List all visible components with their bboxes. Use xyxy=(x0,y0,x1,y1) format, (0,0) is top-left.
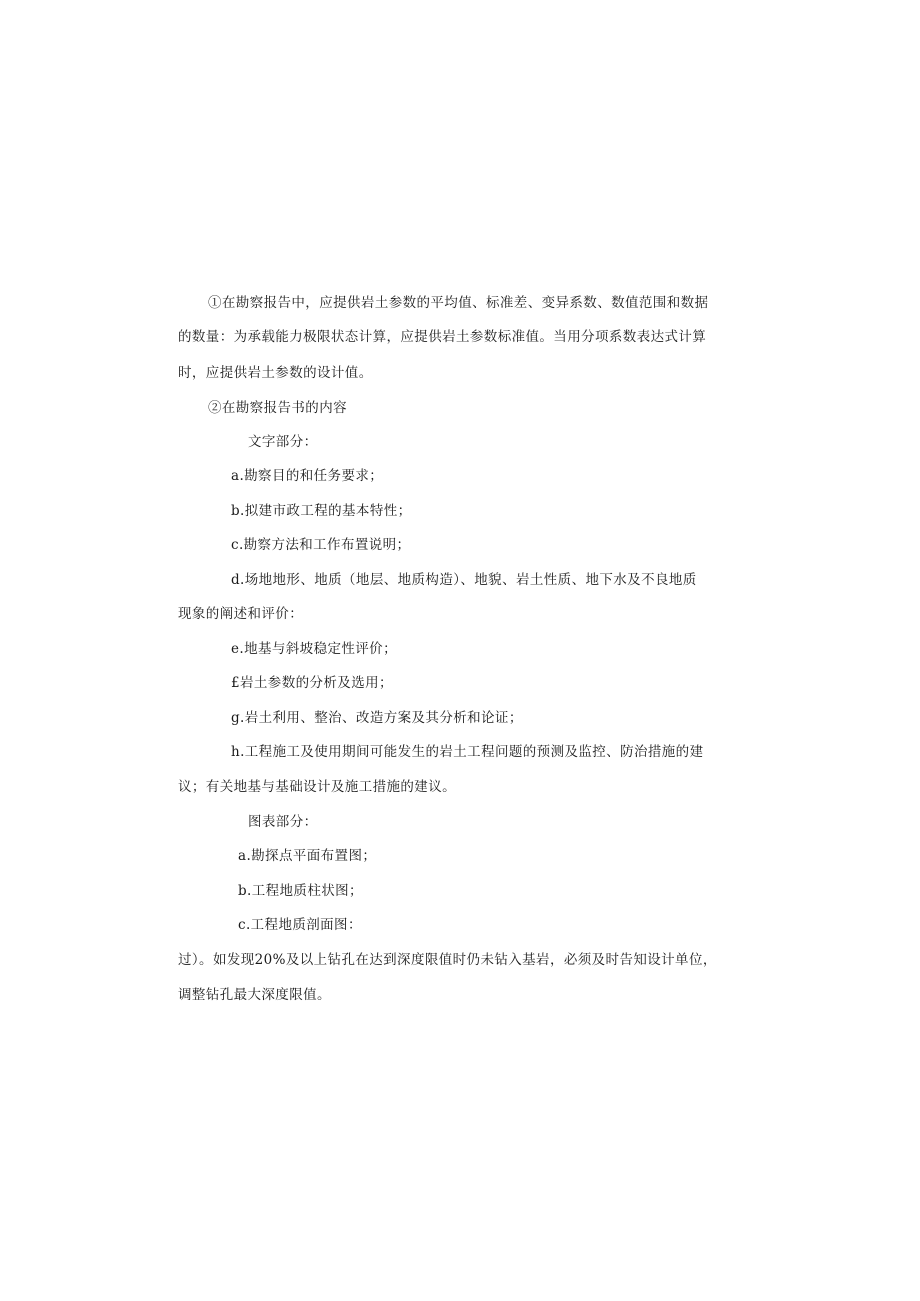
para1-line2: 的数量：为承载能力极限状态计算，应提供岩土参数标准值。当用分项系数表达式计算 xyxy=(178,329,707,345)
text-item-c: c.勘察方法和工作布置说明； xyxy=(231,537,411,553)
text-section-heading: 文字部分： xyxy=(248,434,318,450)
para1-line3: 时，应提供岩土参数的设计值。 xyxy=(178,365,373,381)
closing-line2: 调整钻孔最大深度限值。 xyxy=(178,987,331,1003)
text-item-b: b.拟建市政工程的基本特性； xyxy=(231,503,412,519)
text-item-h-line1: h.工程施工及使用期间可能发生的岩土工程问题的预测及监控、防治措施的建 xyxy=(231,744,704,760)
chart-item-c: c.工程地质剖面图： xyxy=(238,917,362,933)
para1-line1: ①在勘察报告中，应提供岩土参数的平均值、标准差、变异系数、数值范围和数据 xyxy=(208,295,709,311)
text-item-g: g.岩土利用、整治、改造方案及其分析和论证； xyxy=(231,710,523,726)
text-item-a: a.勘察目的和任务要求； xyxy=(231,468,384,484)
closing-line1: 过）。如发现20%及以上钻孔在达到深度限值时仍未钻入基岩，必须及时告知设计单位， xyxy=(178,952,717,968)
text-item-d-line1: d.场地地形、地质（地层、地质构造）、地貌、岩土性质、地下水及不良地质 xyxy=(231,572,697,588)
chart-item-b: b.工程地质柱状图； xyxy=(238,883,363,899)
text-item-h-line2: 议；有关地基与基础设计及施工措施的建议。 xyxy=(178,779,456,795)
para2-heading: ②在勘察报告书的内容 xyxy=(208,400,347,416)
chart-section-heading: 图表部分： xyxy=(248,814,318,830)
text-item-f: £岩土参数的分析及选用； xyxy=(231,675,393,691)
text-item-d-line2: 现象的阐述和评价： xyxy=(178,606,304,622)
text-item-e: e.地基与斜坡稳定性评价； xyxy=(231,641,397,657)
chart-item-a: a.勘探点平面布置图； xyxy=(238,848,377,864)
